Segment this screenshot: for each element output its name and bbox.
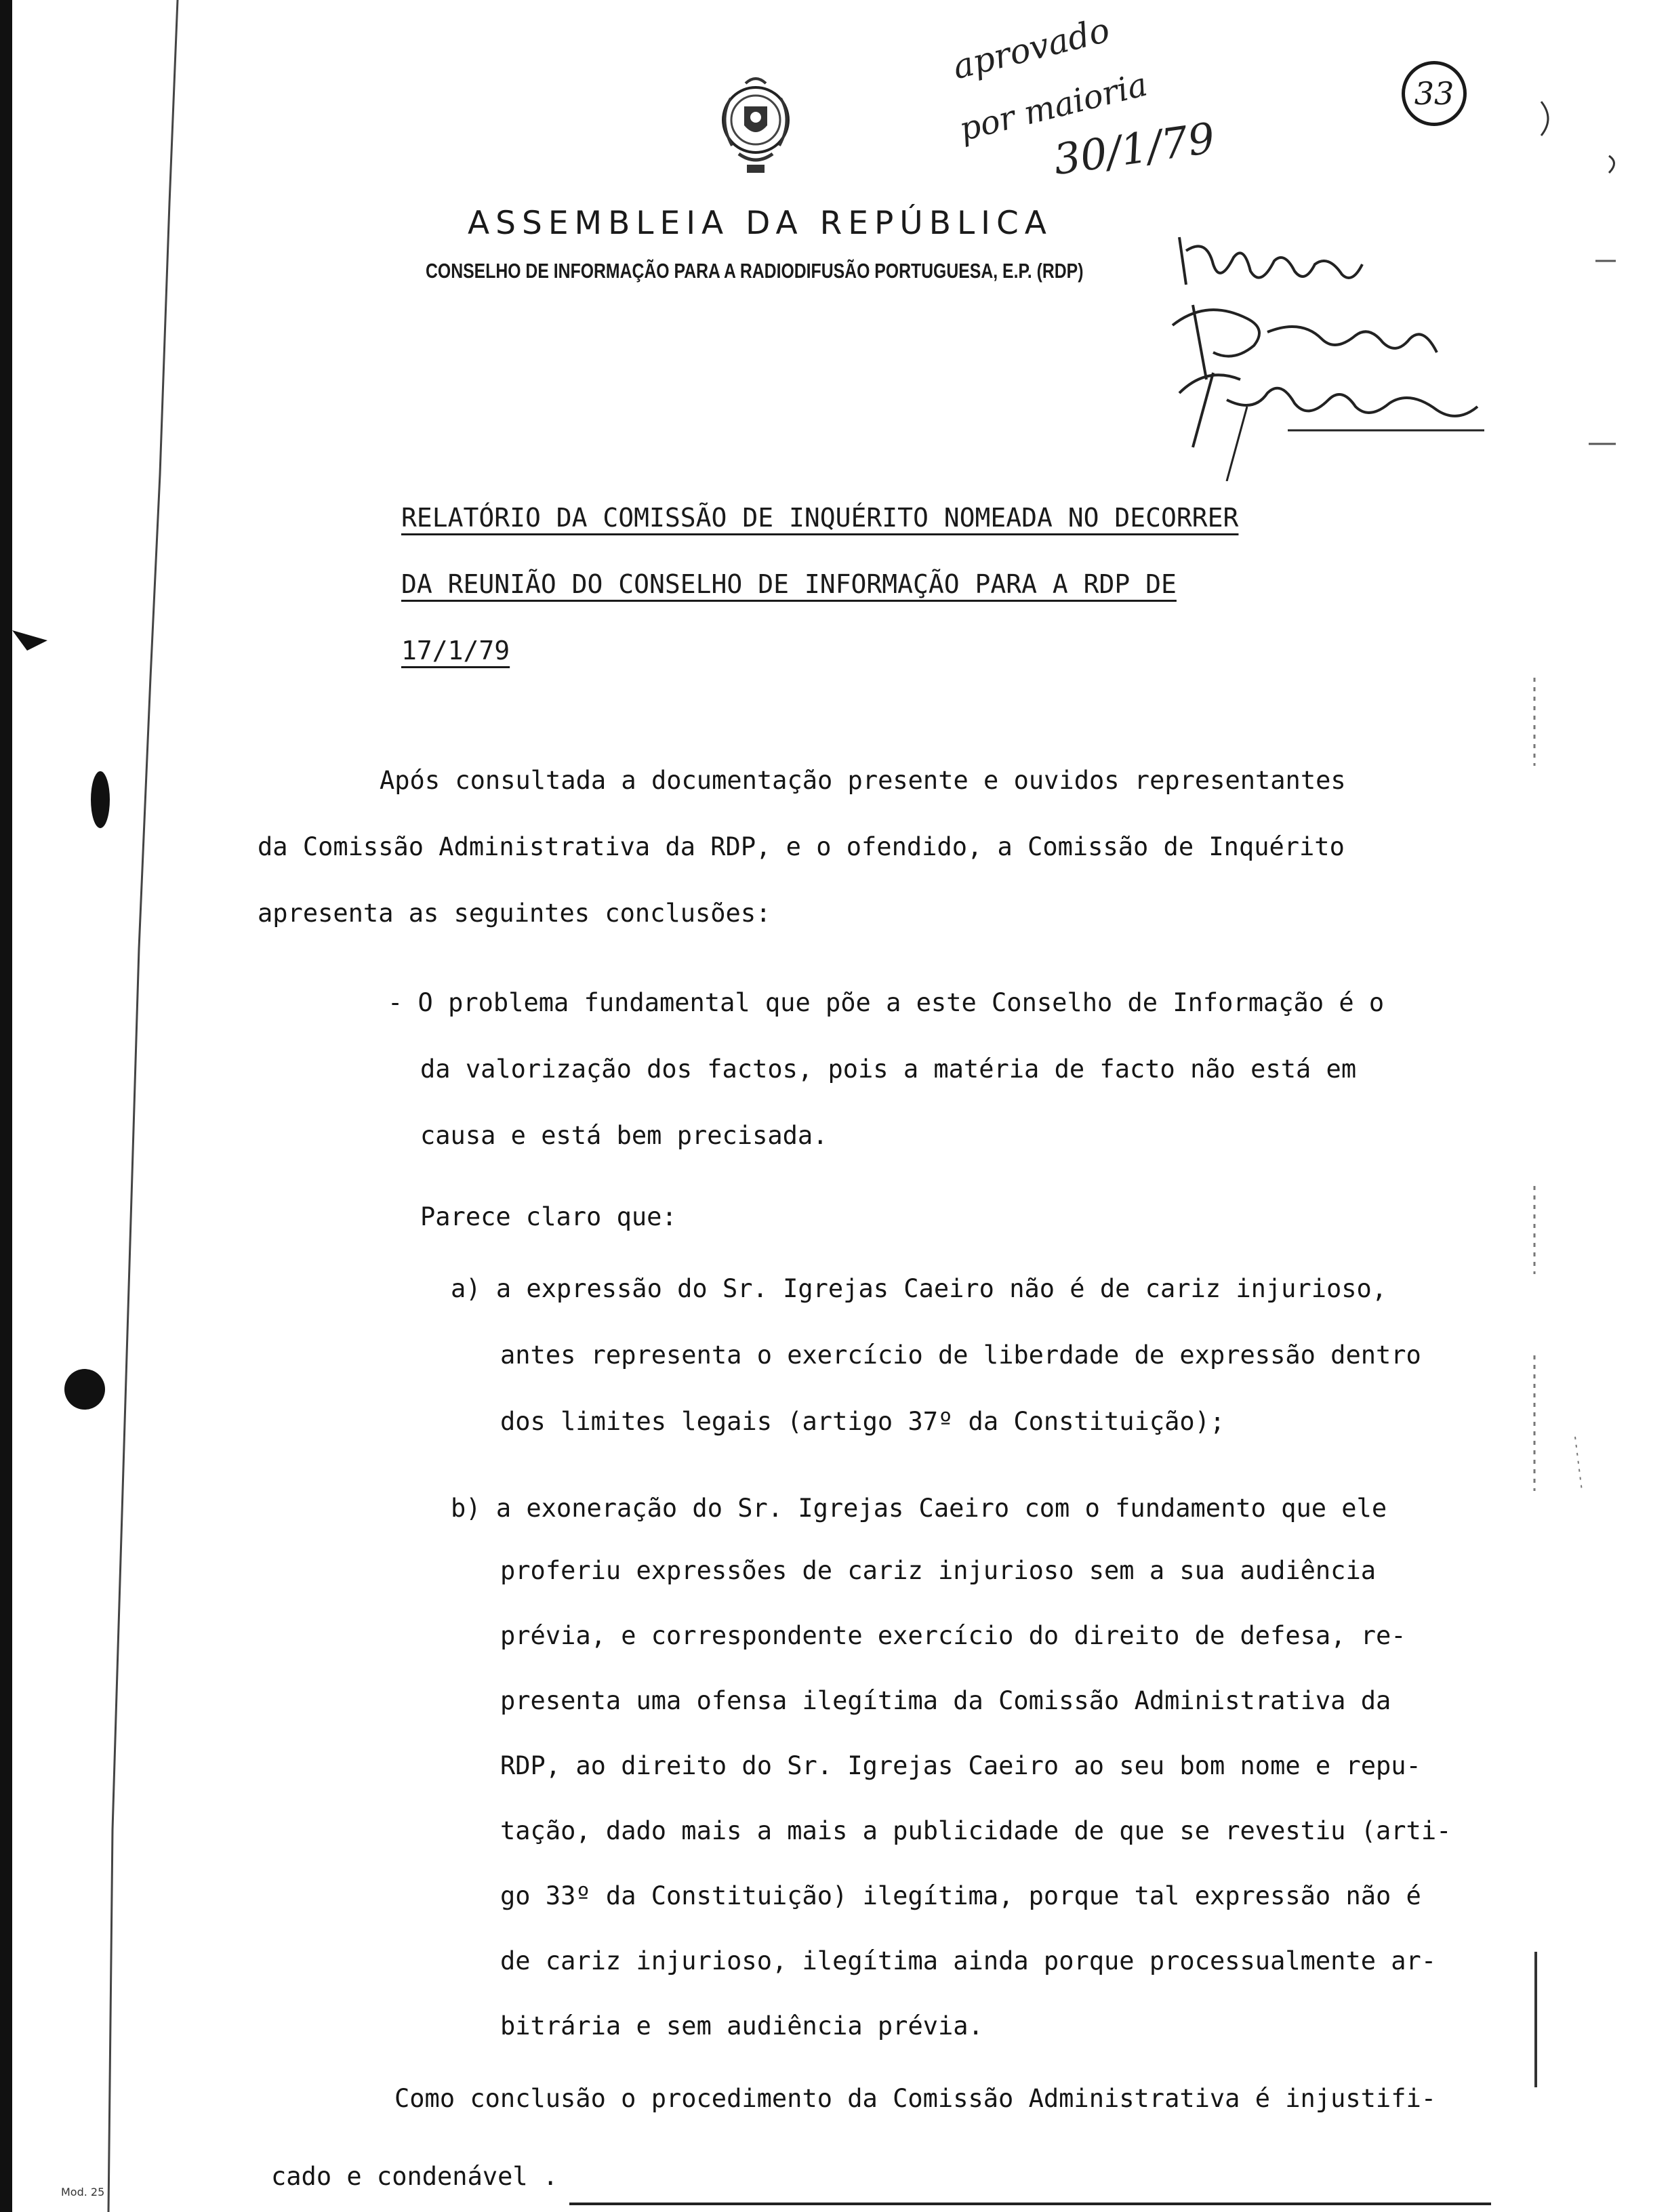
item-b-line-7: go 33º da Constituição) ilegítima, porque tal expressão não é (500, 1881, 1421, 1910)
point-line-1: - O problema fundamental que põe a este Conselho de Informação é o (388, 988, 1385, 1017)
form-reference: Mod. 25 (61, 2186, 105, 2198)
report-title (401, 485, 1238, 684)
handwritten-approval-note (942, 9, 1227, 203)
conclusion-line-2: cado e condenável . (271, 2162, 558, 2191)
item-b-paragraph (451, 1476, 1387, 1541)
approval-date: 30/1/79 (1051, 112, 1218, 185)
item-b-continuation (500, 1538, 1451, 2059)
item-b-line-5: RDP, ao direito do Sr. Igrejas Caeiro ao seu bom nome e repu- (500, 1751, 1421, 1780)
intro-line-3: apresenta as seguintes conclusões: (258, 899, 771, 928)
page-number-circle: 33 (1402, 61, 1467, 126)
item-b-line-8: de cariz injurioso, ilegítima ainda porque processualmente ar- (500, 1946, 1437, 1975)
scan-right-edge (1521, 0, 1670, 2212)
item-b-line-9: bitrária e sem audiência prévia. (500, 2011, 983, 2041)
point-line-2: da valorização dos factos, pois a matéria de facto não está em (420, 1054, 1357, 1084)
report-title-line-2: DA REUNIÃO DO CONSELHO DE INFORMAÇÃO PARA A RDP DE (401, 569, 1177, 599)
conclusion-line-1: Como conclusão o procedimento da Comissão Administrativa é injustifi- (394, 2084, 1437, 2113)
report-title-line-1: RELATÓRIO DA COMISSÃO DE INQUÉRITO NOMEADA NO DECORRER (401, 503, 1239, 533)
bottom-rule (569, 2203, 1491, 2205)
item-a-line-1: a) a expressão do Sr. Igrejas Caeiro não é de cariz injurioso, (451, 1274, 1387, 1303)
approval-text: aprovado (949, 9, 1114, 87)
council-name: CONSELHO DE INFORMAÇÃO PARA A RADIODIFUSÃO PORTUGUESA, E.P. (RDP) (426, 259, 1084, 283)
lead-in-text: Parece claro que: (420, 1202, 677, 1231)
report-title-line-3: 17/1/79 (401, 636, 510, 665)
item-b-line-1: b) a exoneração do Sr. Igrejas Caeiro com o fundamento que ele (451, 1494, 1387, 1523)
scan-left-edge (0, 0, 203, 2212)
intro-line-2: da Comissão Administrativa da RDP, e o ofendido, a Comissão de Inquérito (258, 832, 1345, 861)
intro-line-1: Após consultada a documentação presente e ouvidos representantes (380, 766, 1346, 795)
institution-name: ASSEMBLEIA DA REPÚBLICA (468, 205, 1053, 242)
item-a-line-2: antes representa o exercício de liberdade de expressão dentro (500, 1340, 1421, 1370)
item-b-line-3: prévia, e correspondente exercício do direito de defesa, re- (500, 1621, 1406, 1650)
item-a-line-3: dos limites legais (artigo 37º da Constituição); (500, 1407, 1225, 1436)
item-b-line-4: presenta uma ofensa ilegítima da Comissão Administrativa da (500, 1686, 1391, 1715)
item-b-line-2: proferiu expressões de cariz injurioso sem a sua audiência (500, 1556, 1377, 1585)
handwritten-signatures (1166, 224, 1484, 481)
coat-of-arms-emblem (705, 71, 807, 186)
majority-text: por maioria (956, 65, 1152, 149)
item-b-line-6: tação, dado mais a mais a publicidade de que se revestiu (arti- (500, 1816, 1452, 1845)
point-line-3: causa e está bem precisada. (420, 1121, 828, 1150)
